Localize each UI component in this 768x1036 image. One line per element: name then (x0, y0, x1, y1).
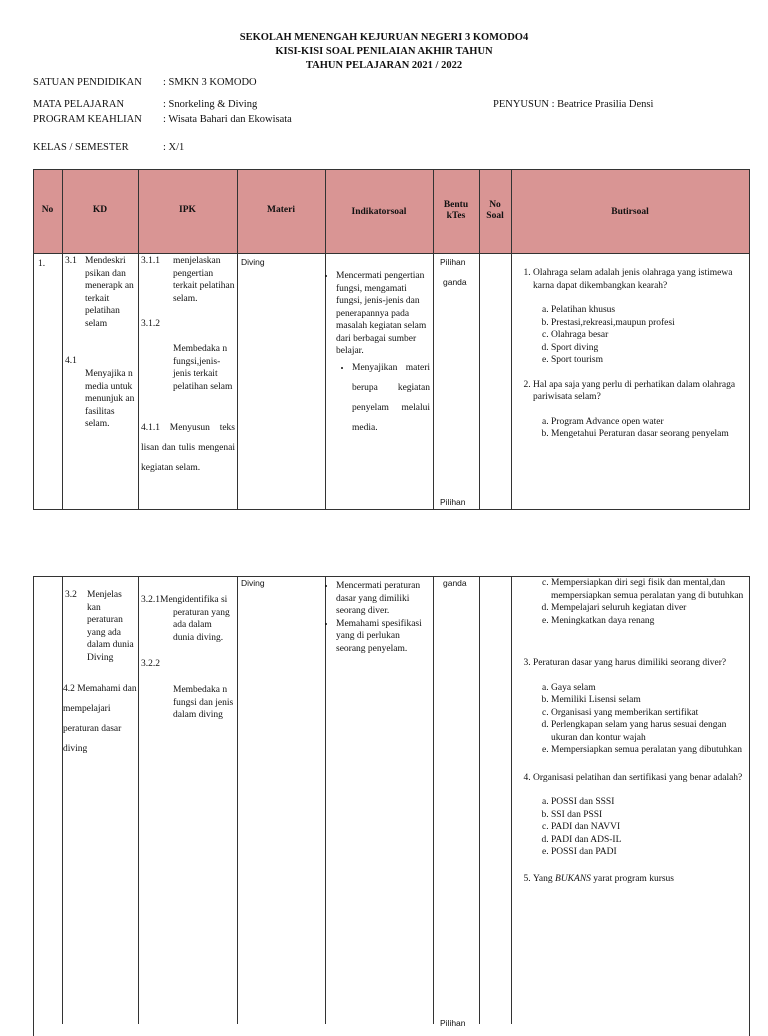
answer-option: a. Gaya selam (551, 682, 745, 695)
ipk-text: 3.2.1Mengidentifika si peraturan yang ada dalam dunia diving. (141, 595, 230, 643)
indikator-list (328, 580, 430, 655)
answer-option: a. POSSI dan SSSI (551, 796, 745, 809)
option-list (533, 796, 745, 859)
question-item (533, 379, 745, 441)
row-number: 1. (38, 259, 46, 269)
col-header-materi: Materi (267, 205, 295, 215)
kd-text: Mendeskri psikan dan menerapk an terkait pelatihan selam (85, 256, 134, 329)
col-header-bentuk: Bentu kTes (443, 200, 469, 221)
kd-text: 4.2 Memahami dan mempelajari peraturan dasar diving (63, 684, 137, 754)
question-item (533, 657, 745, 757)
bentuk-text: Pilihan (440, 497, 466, 507)
answer-option: c. Organisasi yang memberikan sertifikat (551, 707, 745, 720)
bentuk-text: Pilihan (440, 1018, 466, 1028)
kelas-label: KELAS / SEMESTER (33, 142, 129, 153)
option-list (533, 304, 745, 367)
question-item (533, 267, 745, 367)
answer-option: e. POSSI dan PADI (551, 846, 745, 859)
answer-option: b. Memiliki Lisensi selam (551, 694, 745, 707)
col-header-ipk: IPK (179, 205, 196, 215)
school-name: SEKOLAH MENENGAH KEJURUAN NEGERI 3 KOMODO4 (239, 32, 529, 43)
program-value: : Wisata Bahari dan Ekowisata (163, 114, 292, 125)
kd-text: Menyajika n media untuk menunjuk an fasilitas selam. (85, 369, 135, 429)
question-text-part: Yang (533, 873, 556, 884)
option-list (533, 416, 745, 441)
col-header-indikator: Indikatorsoal (351, 207, 407, 217)
option-list (533, 682, 745, 757)
indikator-list (328, 270, 430, 438)
question-text: 3. Peraturan dasar yang harus dimiliki seorang diver? (533, 658, 727, 668)
question-text-emphasis: BUKANS (555, 873, 591, 884)
ipk-number: 3.2.2 (141, 659, 160, 669)
option-list (517, 577, 745, 627)
question-text (533, 873, 745, 886)
ipk-text: Membedaka n fungsi,jenis-jenis terkait pelatihan selam (173, 344, 233, 392)
satuan-label: SATUAN PENDIDIKAN (33, 77, 142, 88)
ipk-number: 3.1.1 (141, 256, 160, 266)
butir-soal (517, 577, 745, 885)
ipk-text: menjelaskan pengertian terkait pelatihan selam. (173, 256, 235, 304)
academic-year: TAHUN PELAJARAN 2021 / 2022 (305, 60, 463, 71)
answer-option: c. PADI dan NAVVI (551, 821, 745, 834)
answer-option: b. Prestasi,rekreasi,maupun profesi (551, 317, 745, 330)
answer-option: a. Program Advance open water (551, 416, 745, 429)
answer-option: e. Meningkatkan daya renang (551, 615, 745, 628)
question-item (533, 873, 745, 886)
kd-text: Menjelas kan peraturan yang ada dalam dunia Diving (87, 590, 134, 663)
butir-soal (517, 267, 745, 441)
kd-text (63, 679, 137, 759)
indikator-item: • Memahami spesifikasi yang di perlukan seorang penyelam. (336, 618, 430, 656)
answer-option: d. Perlengkapan selam yang harus sesuai dengan ukuran dan kontur wajah (551, 719, 745, 744)
penyusun: PENYUSUN : Beatrice Prasilia Densi (493, 99, 654, 110)
col-header-no: No (41, 205, 54, 215)
answer-option: a. Pelatihan khusus (551, 304, 745, 317)
answer-option: e. Sport tourism (551, 354, 745, 367)
answer-option: c. Olahraga besar (551, 329, 745, 342)
mapel-label: MATA PELAJARAN (33, 99, 125, 110)
ipk-text: 4.1.1 Menyusun teks lisan dan tulis mengenai kegiatan selam. (141, 423, 235, 473)
question-item (533, 772, 745, 859)
materi-text: Diving (241, 578, 265, 588)
ipk-number: 3.1.2 (141, 319, 160, 329)
answer-option: d. PADI dan ADS-IL (551, 834, 745, 847)
satuan-value: : SMKN 3 KOMODO (163, 77, 257, 88)
kelas-value: : X/1 (163, 142, 185, 153)
materi-text: Diving (241, 257, 265, 267)
document-title: KISI-KISI SOAL PENILAIAN AKHIR TAHUN (275, 46, 493, 57)
answer-option: d. Sport diving (551, 342, 745, 355)
kd-number: 4.1 (65, 356, 77, 366)
answer-option: d. Mempelajari seluruh kegiatan diver (551, 602, 745, 615)
bentuk-text: ganda (443, 277, 467, 287)
kd-number: 3.1 (65, 256, 77, 266)
indikator-item: • Mencermati peraturan dasar yang dimiliki seorang diver. (336, 580, 430, 618)
question-text-part: yarat program kursus (590, 873, 675, 884)
program-label: PROGRAM KEAHLIAN (33, 114, 142, 125)
col-header-butir: Butirsoal (611, 207, 649, 217)
ipk-text: Membedaka n fungsi dan jenis dalam diving (173, 685, 234, 720)
indikator-item: • Mencermati pengertian fungsi, mengamati fungsi, jenis-jenis dan penerapannya pada masalah kegiatan selam dari berbagai sumber belajar. (336, 270, 430, 358)
col-header-kd: KD (92, 205, 108, 215)
question-text: 1. Olahraga selam adalah jenis olahraga yang istimewa karna dapat dikembangkan kearah? (533, 268, 733, 291)
answer-option: b. Mengetahui Peraturan dasar seorang penyelam (551, 428, 745, 441)
kd-number: 3.2 (65, 590, 77, 600)
indikator-item: • Menyajikan materi berupa kegiatan penyelam melalui media. (352, 358, 430, 438)
answer-option: b. SSI dan PSSI (551, 809, 745, 822)
mapel-value: : Snorkeling & Diving (163, 99, 258, 110)
question-text: 2. Hal apa saja yang perlu di perhatikan dalam olahraga pariwisata selam? (533, 379, 736, 402)
ipk-text (141, 594, 235, 644)
answer-option: e. Mempersiapkan semua peralatan yang dibutuhkan (551, 744, 745, 757)
question-text: 4. Organisasi pelatihan dan sertifikasi yang benar adalah? (533, 772, 743, 783)
answer-option: c. Mempersiapkan diri segi fisik dan mental,dan mempersiapkan semua peralatan yang di butuhkan (551, 577, 745, 602)
bentuk-text: ganda (443, 578, 467, 588)
col-header-nosoal: No Soal (486, 200, 504, 221)
bentuk-text: Pilihan (440, 257, 466, 267)
